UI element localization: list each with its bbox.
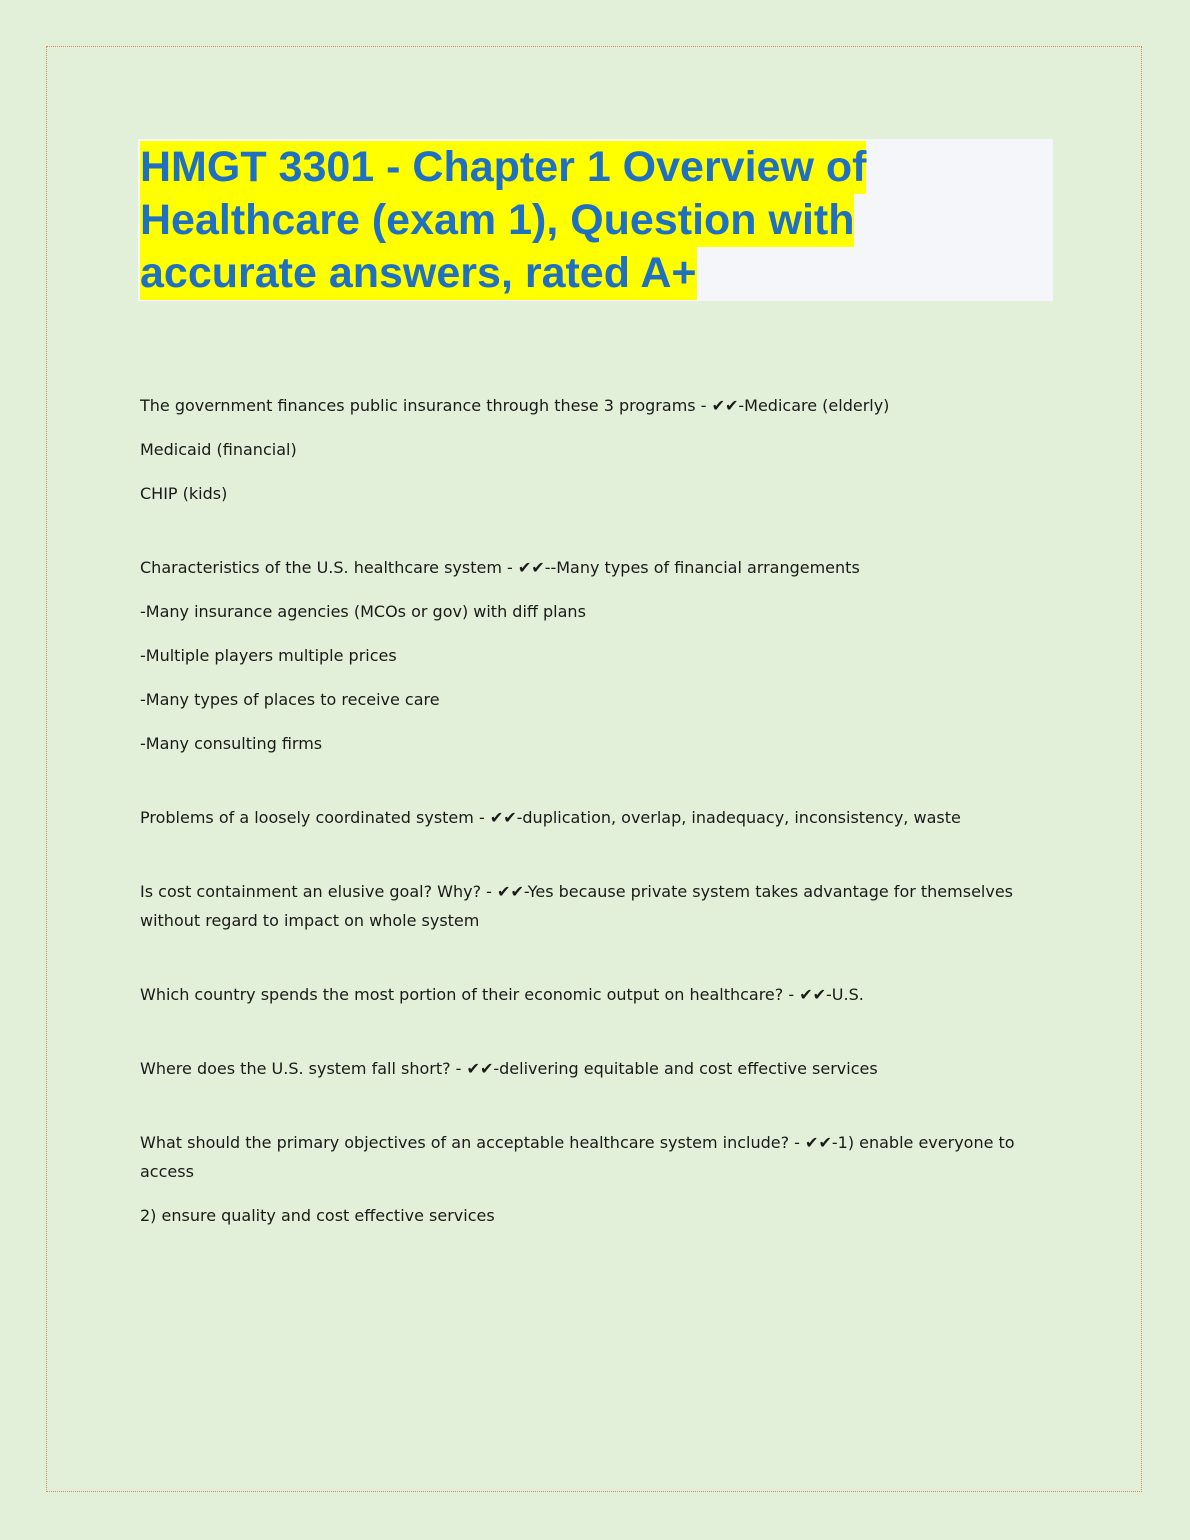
answer-text: -delivering equitable and cost effective services xyxy=(493,1059,878,1078)
qa-item xyxy=(140,391,1040,508)
question-text: Is cost containment an elusive goal? Why? - xyxy=(140,882,498,901)
qa-item xyxy=(140,1054,1040,1083)
answer-text: -duplication, overlap, inadequacy, inconsistency, waste xyxy=(516,808,961,827)
answer-text: -1) enable everyone to access xyxy=(140,1133,1015,1181)
answer-line: 2) ensure quality and cost effective services xyxy=(140,1206,495,1225)
answer-text: -Yes because private system takes advantage for themselves without regard to impact on whole system xyxy=(140,882,1014,930)
qa-list xyxy=(140,391,1040,1275)
qa-line xyxy=(140,877,1040,935)
qa-line xyxy=(140,803,1040,832)
qa-item xyxy=(140,803,1040,832)
check-icon: ✔✔ xyxy=(517,558,545,577)
answer-text: -Medicare (elderly) xyxy=(738,396,890,415)
check-icon: ✔✔ xyxy=(466,1059,494,1078)
qa-line xyxy=(140,980,1040,1009)
answer-line: -Many consulting firms xyxy=(140,734,323,753)
qa-line xyxy=(140,391,1040,420)
answer-line: -Many insurance agencies (MCOs or gov) with diff plans xyxy=(140,602,586,621)
question-text: Which country spends the most portion of their economic output on healthcare? - xyxy=(140,985,800,1004)
check-icon: ✔✔ xyxy=(489,808,517,827)
check-icon: ✔✔ xyxy=(805,1133,832,1152)
qa-item xyxy=(140,980,1040,1009)
qa-item xyxy=(140,553,1040,758)
question-text: Where does the U.S. system fall short? - xyxy=(140,1059,467,1078)
qa-line xyxy=(140,1054,1040,1083)
qa-line xyxy=(140,1128,1040,1186)
check-icon: ✔✔ xyxy=(497,882,524,901)
answer-line: -Multiple players multiple prices xyxy=(140,646,397,665)
answer-line: Medicaid (financial) xyxy=(140,440,297,459)
title-highlight: HMGT 3301 - Chapter 1 Overview of Healthcare (exam 1), Question with accurate answers, rated A+ xyxy=(140,141,866,300)
question-text: Characteristics of the U.S. healthcare system - xyxy=(140,558,518,577)
question-text: What should the primary objectives of an acceptable healthcare system include? - xyxy=(140,1133,806,1152)
answer-text: -U.S. xyxy=(826,985,864,1004)
question-text: The government finances public insurance through these 3 programs - xyxy=(140,396,712,415)
answer-line: -Many types of places to receive care xyxy=(140,690,440,709)
question-text: Problems of a loosely coordinated system - xyxy=(140,808,490,827)
qa-item xyxy=(140,1128,1040,1230)
answer-line: CHIP (kids) xyxy=(140,484,228,503)
answer-text: --Many types of financial arrangements xyxy=(544,558,860,577)
page-title xyxy=(140,141,960,300)
check-icon: ✔✔ xyxy=(711,396,739,415)
qa-item xyxy=(140,877,1040,935)
qa-line xyxy=(140,553,1040,582)
check-icon: ✔✔ xyxy=(799,985,827,1004)
